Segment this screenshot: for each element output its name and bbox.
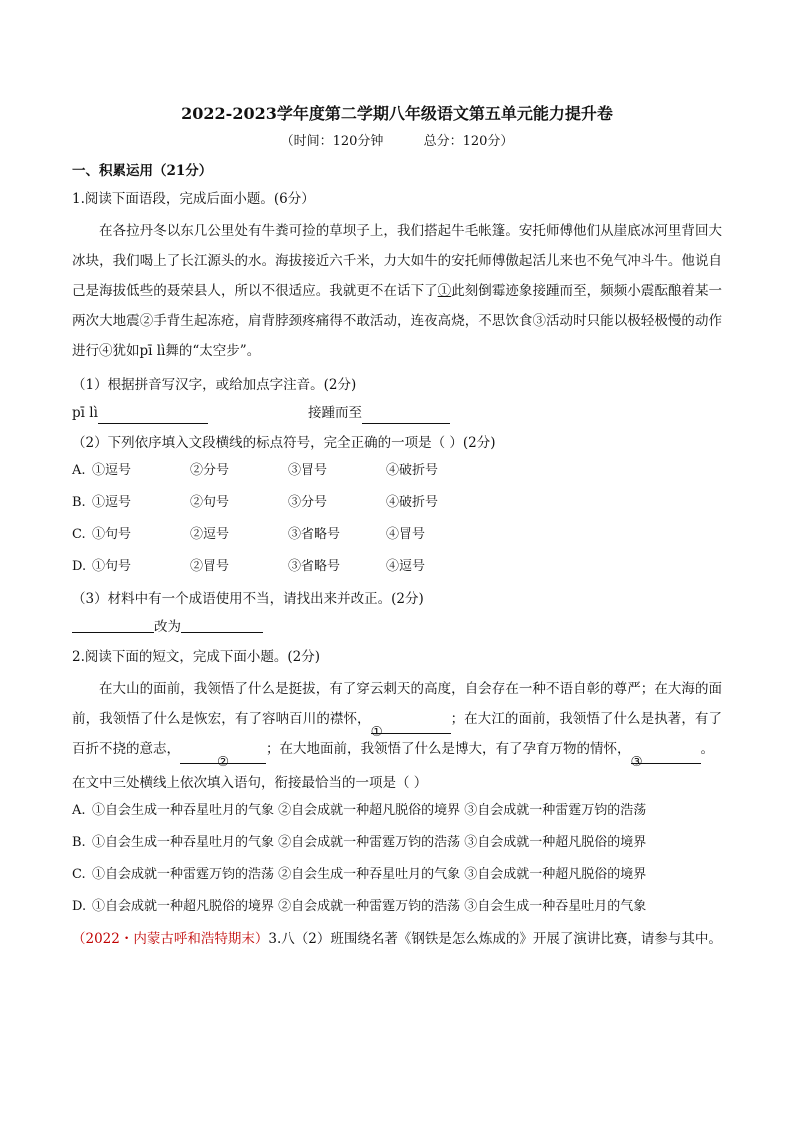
answer-blank-1[interactable] (98, 407, 208, 424)
q2-question: 在文中三处横线上依次填入语句，衔接最恰当的一项是（ ） (72, 775, 428, 791)
q1-passage-b: 此刻倒霉迹象接踵而至，频频小震酝酿着某一两次大地震②手背生起冻疮，肩背脖颈疼痛得不敢活动，连夜高烧，不思饮食③活动时只能以极轻极慢的动作进行④犹如pī lì舞的“太空步”。 (72, 283, 723, 359)
q2-option-b[interactable]: B. ①自会生成一种吞星吐月的气象 ②自会成就一种雷霆万钧的浩荡 ③自会成就一种超凡脱俗的境界 (72, 835, 647, 850)
q1-option-a[interactable]: A. ①逗号 ②分号 ③冒号 ④破折号 (72, 463, 439, 478)
q1-option-b[interactable]: B. ①逗号 ②句号 ③分号 ④破折号 (72, 495, 439, 510)
q3-source: （2022・内蒙古呼和浩特期末） (72, 931, 269, 947)
answer-blank-q2-3[interactable]: ③ (631, 747, 701, 764)
exam-title: 2022-2023学年度第二学期八年级语文第五单元能力提升卷 (181, 104, 613, 123)
q1-sub1: （1）根据拼音写汉字，或给加点字注音。(2分) (72, 377, 357, 393)
answer-blank-2[interactable] (362, 407, 450, 424)
change-label: 改为 (154, 619, 181, 635)
exam-meta (72, 132, 722, 152)
answer-blank-idiom[interactable] (72, 616, 154, 633)
blank2-label: 接踵而至 (308, 405, 362, 421)
q1-option-d[interactable]: D. ①句号 ②冒号 ③省略号 ④逗号 (72, 559, 426, 574)
q1-prompt: 1.阅读下面语段，完成后面小题。(6分） (72, 191, 315, 207)
q2-option-d[interactable]: D. ①自会成就一种超凡脱俗的境界 ②自会成就一种雷霆万钧的浩荡 ③自会生成一种吞星吐月的气象 (72, 899, 647, 914)
q1-option-c[interactable]: C. ①句号 ②逗号 ③省略号 ④冒号 (72, 527, 426, 542)
section-title: 一、积累运用（21分） (72, 163, 213, 179)
q2-passage: 在大山的面前，我领悟了什么是挺拔，有了穿云刺天的高度，自会存在一种不语自彰的尊严；在大海的面前，我领悟了什么是恢宏，有了容呐百川的襟怀，①；在大江的面前，我领悟了什么是执著，有了百折不挠的意志，②；在大地面前，我领悟了什么是博大，有了孕育万物的情怀，③。 (72, 681, 722, 770)
answer-blank-q2-2[interactable]: ② (180, 747, 266, 764)
answer-blank-correction[interactable] (181, 616, 263, 633)
q2-option-a[interactable]: A. ①自会生成一种吞星吐月的气象 ②自会成就一种超凡脱俗的境界 ③自会成就一种雷霆万钧的浩荡 (72, 803, 647, 818)
q1-sub1-blanks (72, 402, 722, 424)
answer-blank-q2-1[interactable]: ① (371, 717, 451, 734)
blank1-label: pī lì (72, 405, 98, 421)
q1-sub3: （3）材料中有一个成语使用不当，请找出来并改正。(2分) (72, 591, 424, 607)
exam-score: 总分：120分） (423, 134, 514, 149)
q1-passage (72, 216, 722, 366)
q2-option-c[interactable]: C. ①自会成就一种雷霆万钧的浩荡 ②自会生成一种吞星吐月的气象 ③自会成就一种超凡脱俗的境界 (72, 867, 647, 882)
exam-time: （时间：120分钟 (280, 134, 384, 149)
q1-sub2: （2）下列依序填入文段横线的标点符号，完全正确的一项是（ ）(2分) (72, 435, 496, 451)
q1-mark1: ① (437, 283, 452, 299)
q2-prompt: 2.阅读下面的短文，完成下面小题。(2分) (72, 649, 321, 665)
q3-text: 3.八（2）班围绕名著《钢铁是怎么炼成的》开展了演讲比赛，请参与其中。 (268, 931, 722, 947)
q1-sub3-blanks (72, 616, 722, 638)
q1-passage-a: 在各拉丹冬以东几公里处有牛粪可捡的草坝子上，我们搭起牛毛帐篷。安托师傅他们从崖底冰河里背回大冰块，我们喝上了长江源头的水。海拔接近六千米，力大如牛的安托师傅傲起活儿来也不免气冲斗牛。他说自己是海拔低些的聂荣县人，所以不很适应。我就更不在话下了 (72, 223, 722, 299)
q3-line (72, 928, 722, 950)
